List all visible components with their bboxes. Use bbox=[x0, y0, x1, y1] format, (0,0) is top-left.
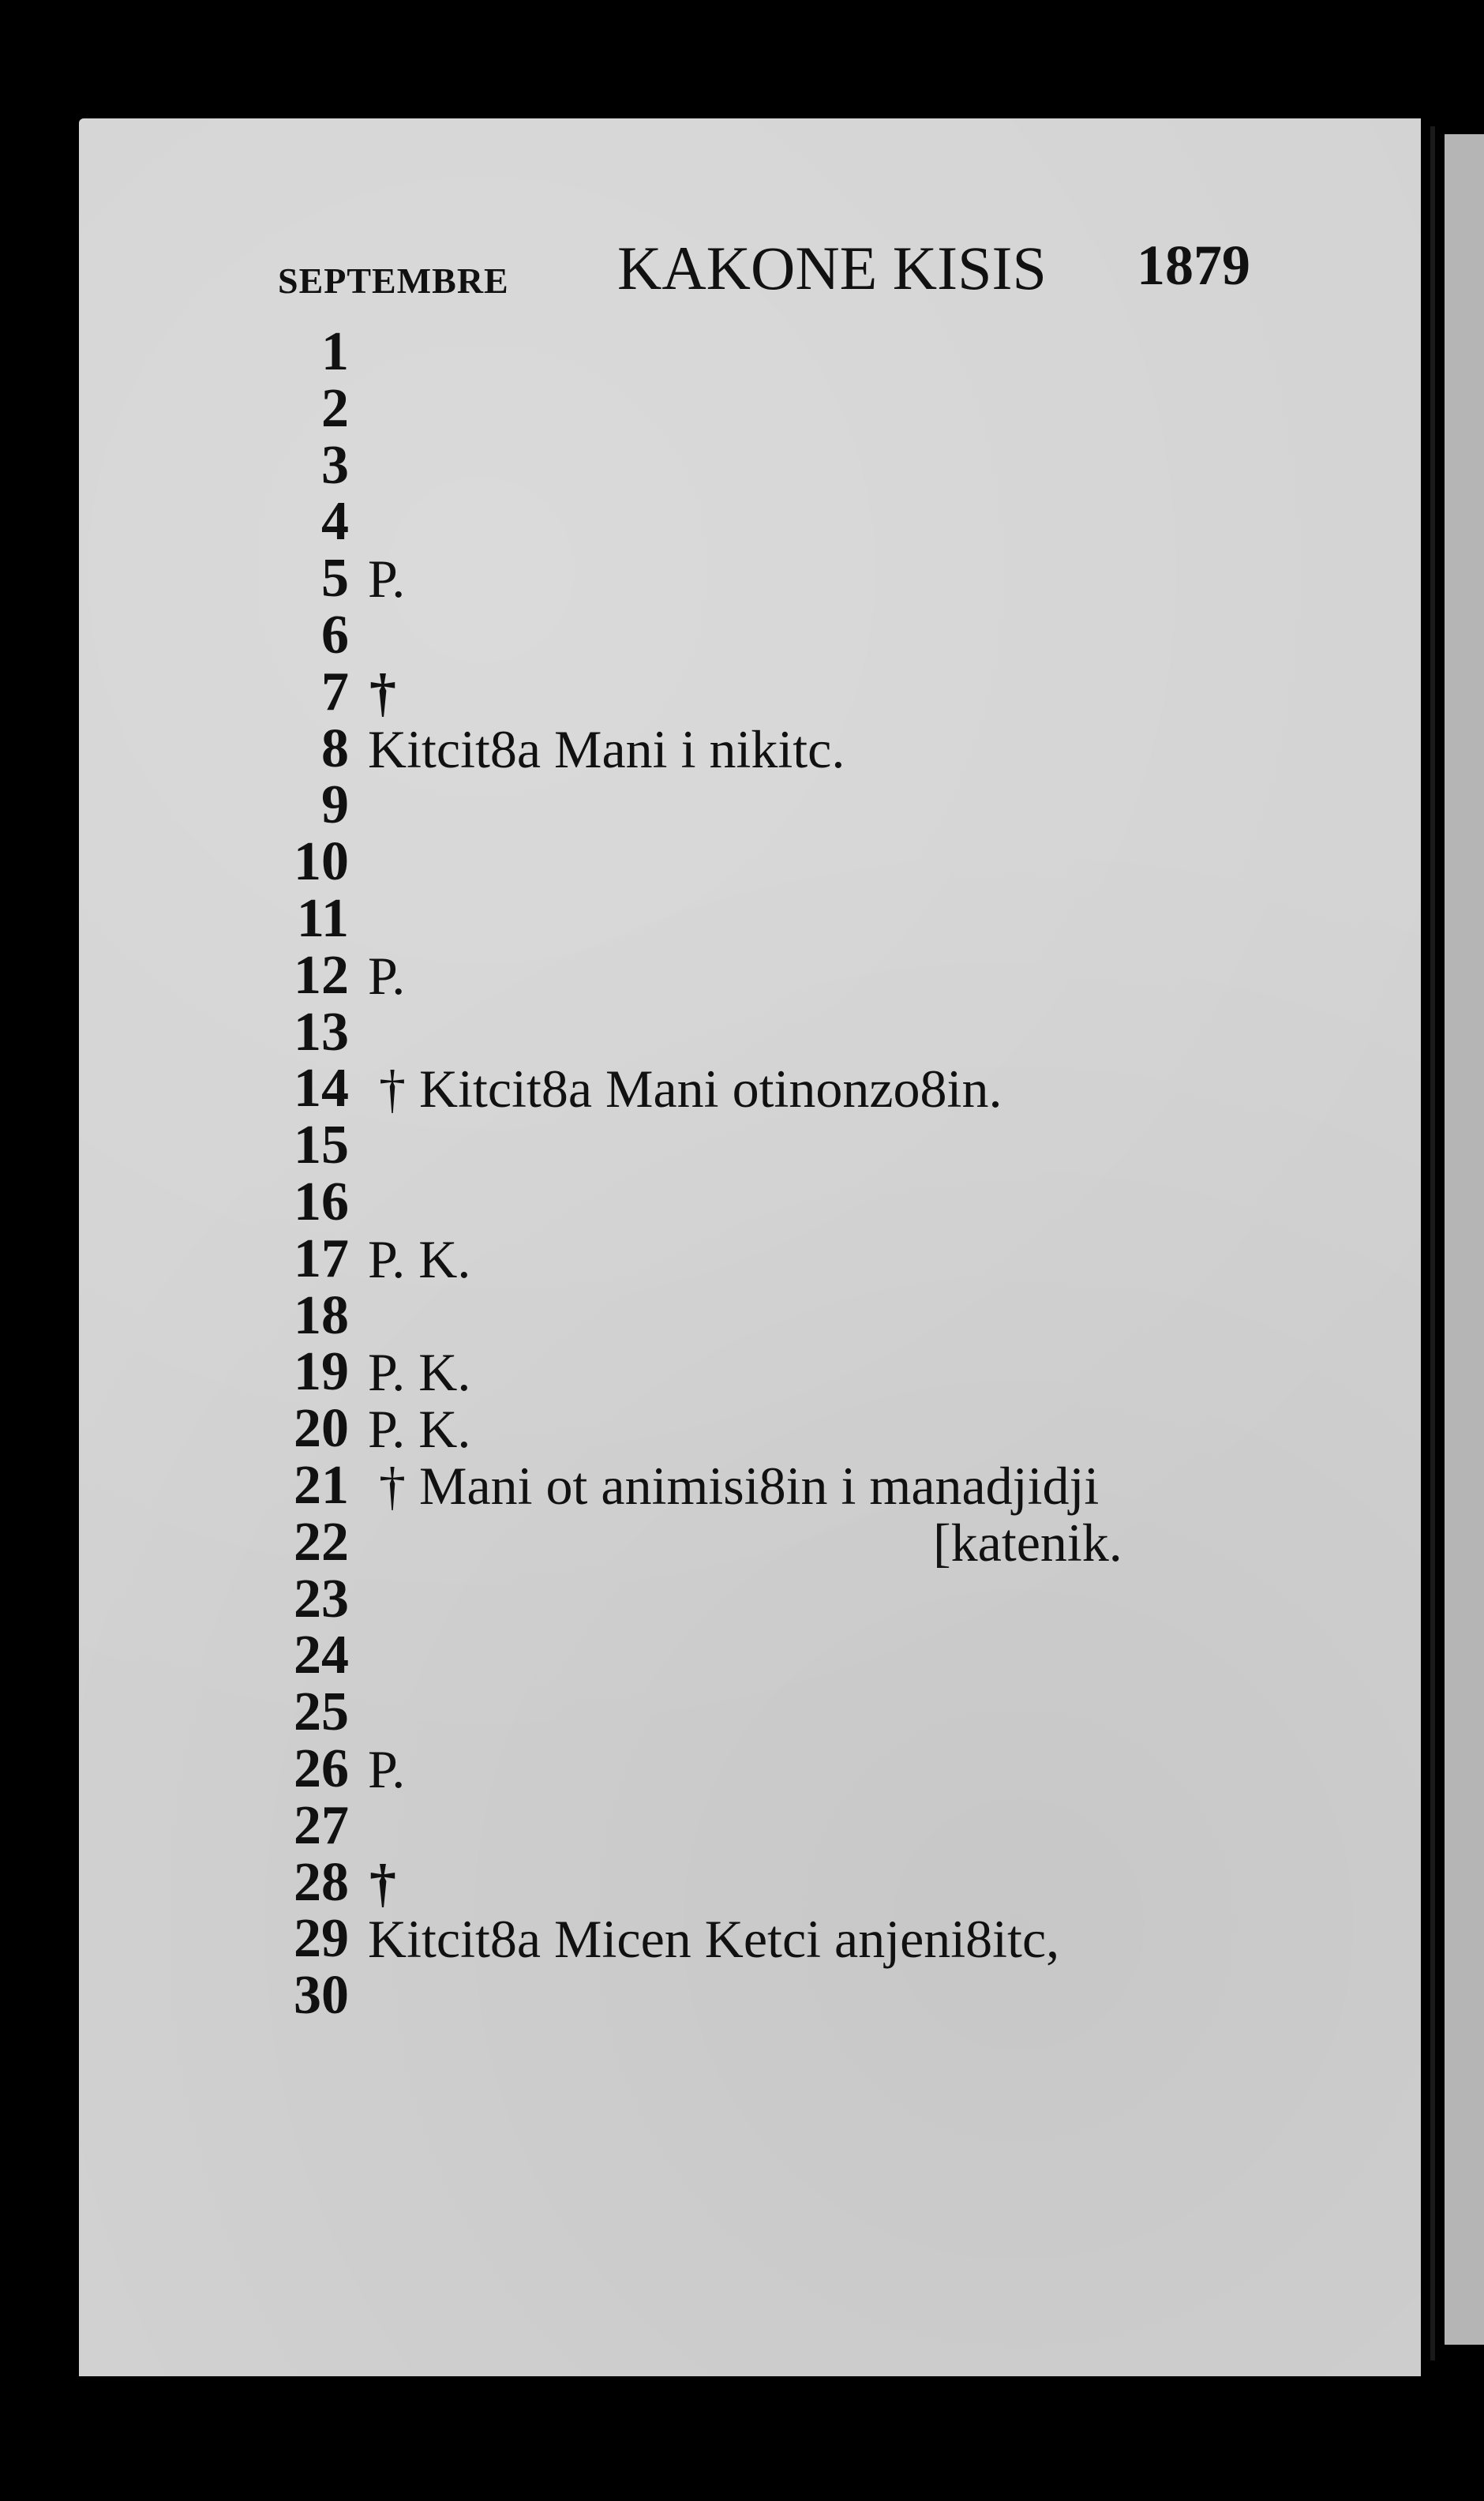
day-number: 5 bbox=[321, 548, 349, 609]
month-label: SEPTEMBRE bbox=[278, 261, 509, 301]
day-entry: Kitcit8a Micen Ketci anjeni8itc, bbox=[368, 1909, 1060, 1970]
day-row bbox=[0, 1171, 1484, 1232]
day-number: 2 bbox=[321, 377, 349, 439]
day-number: 22 bbox=[294, 1511, 349, 1573]
day-entry: P. K. bbox=[368, 1228, 471, 1289]
day-row bbox=[0, 550, 1484, 607]
day-number: 15 bbox=[294, 1115, 349, 1176]
day-row bbox=[0, 1738, 1484, 1799]
day-number: 1 bbox=[321, 321, 349, 382]
day-row bbox=[0, 1060, 1484, 1117]
day-row bbox=[0, 1398, 1484, 1460]
day-number: 7 bbox=[321, 661, 349, 722]
day-row bbox=[0, 1511, 1484, 1573]
day-number: 30 bbox=[294, 1965, 349, 2027]
day-number: 27 bbox=[294, 1794, 349, 1856]
day-entry: P. K. bbox=[368, 1342, 471, 1403]
day-row bbox=[0, 1794, 1484, 1856]
day-row bbox=[0, 1965, 1484, 2027]
day-row bbox=[0, 1851, 1484, 1913]
day-number: 12 bbox=[294, 944, 349, 1006]
day-row bbox=[0, 321, 1484, 382]
day-row bbox=[0, 831, 1484, 893]
day-number: 9 bbox=[321, 774, 349, 836]
day-entry: P. bbox=[368, 945, 406, 1006]
day-number: 13 bbox=[294, 1001, 349, 1063]
day-row bbox=[0, 1568, 1484, 1629]
day-number: 10 bbox=[294, 831, 349, 893]
year-label: 1879 bbox=[1137, 234, 1250, 297]
day-entry-continuation: [katenik. bbox=[933, 1512, 1122, 1573]
day-number: 25 bbox=[294, 1682, 349, 1743]
day-entry: † bbox=[369, 662, 396, 722]
day-row bbox=[0, 1684, 1484, 1741]
day-entry: † Mani ot animisi8in i manadjidji bbox=[379, 1455, 1100, 1516]
day-number: 8 bbox=[321, 718, 349, 779]
day-row bbox=[0, 661, 1484, 722]
day-number: 16 bbox=[294, 1171, 349, 1232]
page-header bbox=[0, 233, 1484, 304]
day-row bbox=[0, 944, 1484, 1006]
day-entry: † bbox=[369, 1852, 396, 1913]
day-row bbox=[0, 718, 1484, 779]
day-number: 20 bbox=[294, 1398, 349, 1460]
day-entry: P. K. bbox=[368, 1399, 471, 1460]
day-row bbox=[0, 491, 1484, 553]
day-number: 29 bbox=[294, 1908, 349, 1970]
day-row bbox=[0, 1001, 1484, 1063]
day-number: 21 bbox=[294, 1454, 349, 1516]
day-number: 28 bbox=[294, 1851, 349, 1913]
calendar-title: KAKONE KISIS bbox=[617, 234, 1047, 302]
day-number: 3 bbox=[321, 434, 349, 496]
day-number: 26 bbox=[294, 1738, 349, 1799]
day-row bbox=[0, 1454, 1484, 1516]
day-row bbox=[0, 1228, 1484, 1289]
day-number: 4 bbox=[321, 491, 349, 553]
day-row bbox=[0, 377, 1484, 439]
day-number: 18 bbox=[294, 1284, 349, 1346]
day-number: 14 bbox=[294, 1058, 349, 1119]
day-row bbox=[0, 1908, 1484, 1970]
day-row bbox=[0, 604, 1484, 666]
day-row bbox=[0, 434, 1484, 496]
day-entry: † Kitcit8a Mani otinonzo8in. bbox=[379, 1059, 1002, 1119]
day-row bbox=[0, 1284, 1484, 1346]
day-row bbox=[0, 1117, 1484, 1174]
day-number: 24 bbox=[294, 1625, 349, 1686]
day-row bbox=[0, 1627, 1484, 1684]
day-number: 17 bbox=[294, 1228, 349, 1289]
day-entry: P. bbox=[368, 549, 406, 609]
day-row bbox=[0, 1341, 1484, 1403]
day-row bbox=[0, 887, 1484, 949]
day-number: 23 bbox=[294, 1568, 349, 1629]
day-number: 6 bbox=[321, 604, 349, 666]
day-number: 19 bbox=[294, 1341, 349, 1403]
day-list bbox=[0, 321, 1484, 2027]
day-entry: Kitcit8a Mani i nikitc. bbox=[368, 718, 845, 779]
day-number: 11 bbox=[296, 887, 349, 949]
day-entry: P. bbox=[368, 1738, 406, 1799]
day-row bbox=[0, 774, 1484, 836]
